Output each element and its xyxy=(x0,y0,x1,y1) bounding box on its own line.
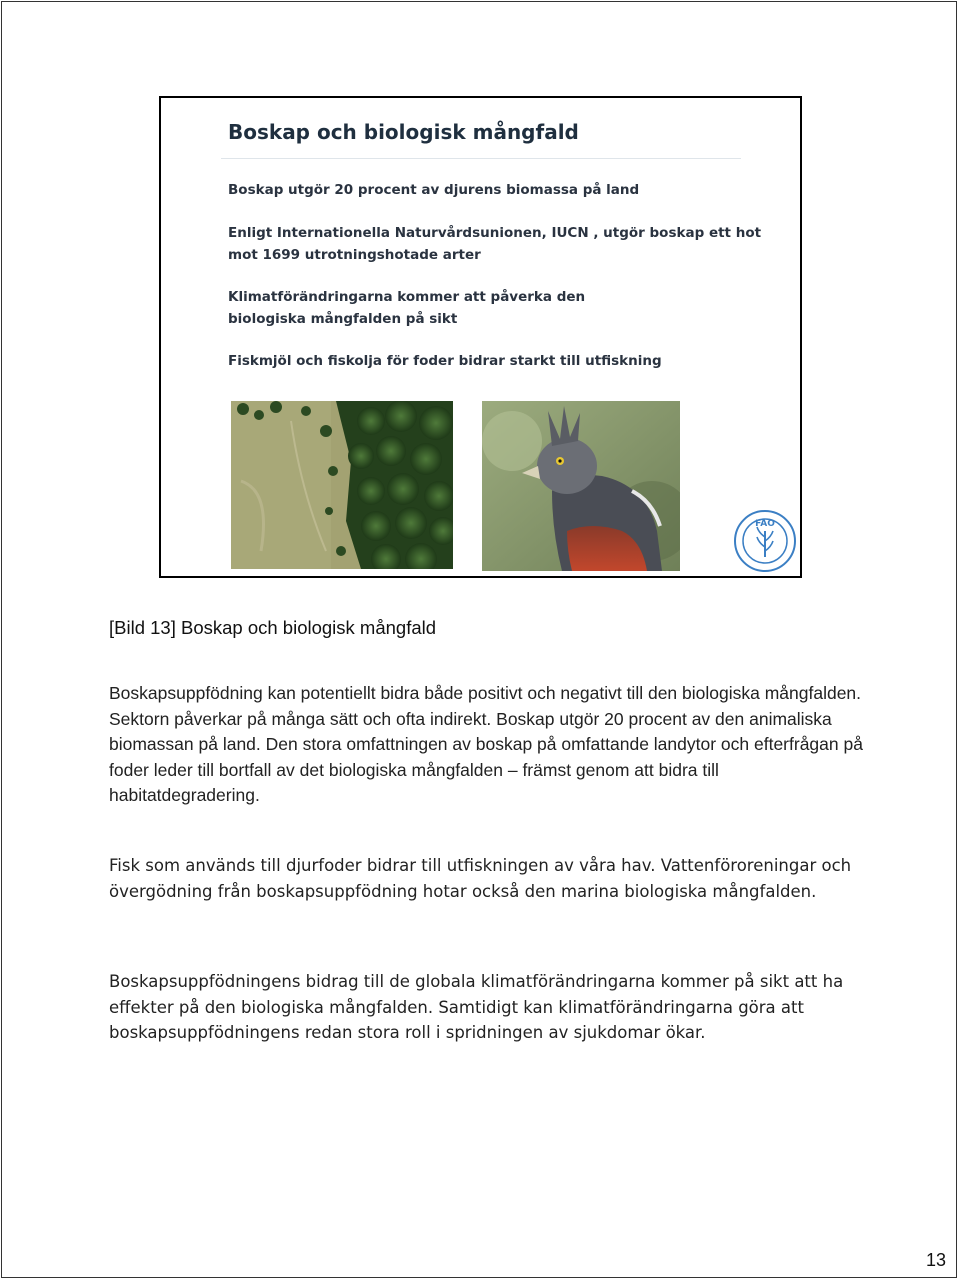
paragraph-climate-effects: Boskapsuppfödningens bidrag till de globala klimatförändringarna kommer på sikt att ha effekter på den biologiska mångfalden. Samtidigt kan klimatförändringarna göra att boskapsuppfödningens redan stora roll i spridningen av sjukdomar ökar. xyxy=(109,972,844,1043)
fao-logo-text: FAO xyxy=(755,519,775,529)
page-number: 13 xyxy=(925,1250,946,1270)
slide-title: Boskap och biologisk mångfald xyxy=(228,120,579,144)
crested-bird-photo xyxy=(482,401,680,571)
paragraph-livestock-biodiversity: Boskapsuppfödning kan potentiellt bidra både positivt och negativt till den biologiska mångfalden. Sektorn påverkar på många sätt och ofta indirekt. Boskap utgör 20 procent av den animaliska biomassan på land. Den stora omfattningen av boskap på omfattande landytor och efterfrågan på foder leder till bortfall av det biologiska mångfalden – främst genom att bidra till habitatdegradering. xyxy=(109,683,863,806)
fao-logo xyxy=(733,509,797,573)
paragraph-fish-feed: Fisk som används till djurfoder bidrar till utfiskningen av våra hav. Vattenföroreningar och övergödning från boskapsuppfödning hotar också den marina biologiska mångfalden. xyxy=(109,856,852,901)
slide-bullet-climate: Klimatförändringarna kommer att påverka den biologiska mångfalden på sikt xyxy=(228,289,586,327)
slide-caption: [Bild 13] Boskap och biologisk mångfald xyxy=(109,617,437,638)
title-divider xyxy=(221,158,741,159)
deforestation-aerial-photo xyxy=(231,401,453,569)
slide-thumbnail xyxy=(159,96,802,578)
slide-bullet-biomass: Boskap utgör 20 procent av djurens biomassa på land xyxy=(228,182,640,198)
slide-bullet-fishmeal: Fiskmjöl och fiskolja för foder bidrar starkt till utfiskning xyxy=(228,353,662,369)
slide-bullet-iucn: Enligt Internationella Naturvårdsunionen, IUCN , utgör boskap ett hot mot 1699 utrotningshotade arter xyxy=(228,225,762,263)
